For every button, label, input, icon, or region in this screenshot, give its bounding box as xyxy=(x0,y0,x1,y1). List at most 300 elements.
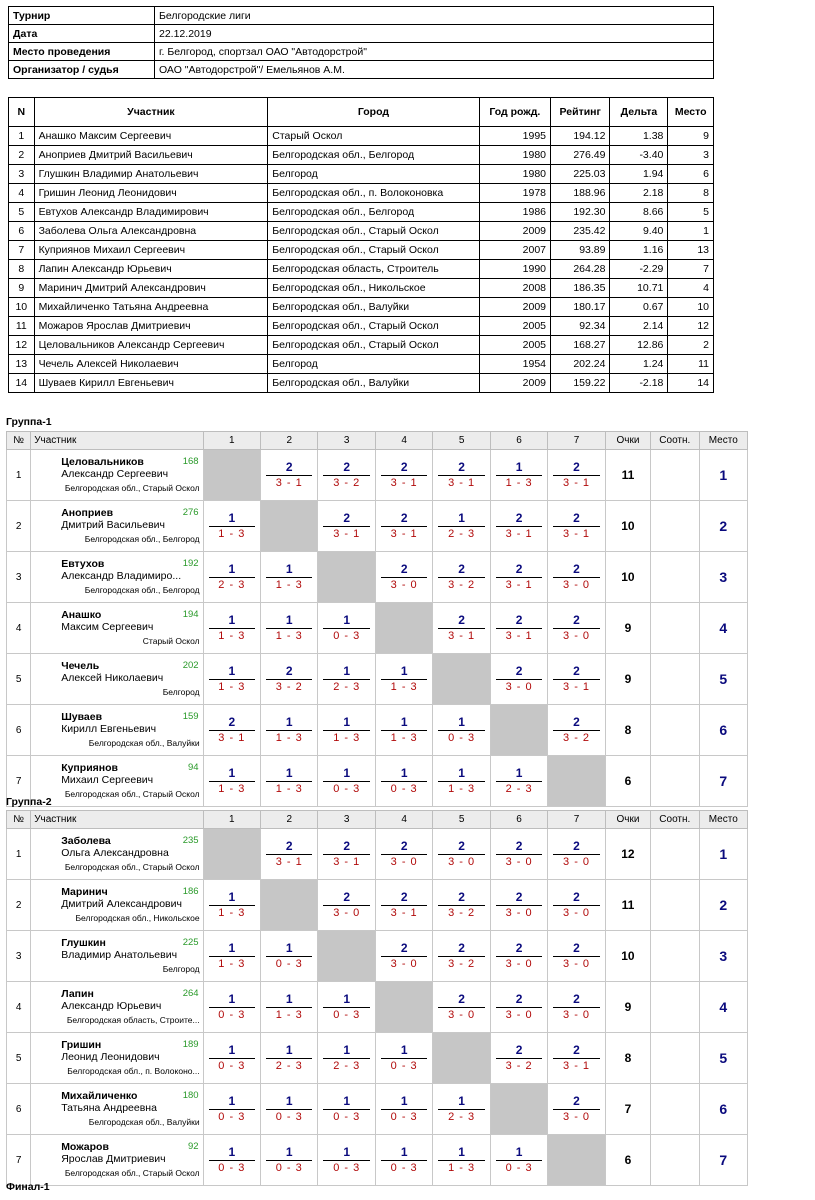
group-row xyxy=(7,501,748,552)
match-result xyxy=(318,654,375,705)
player-rating: 235 xyxy=(182,835,199,846)
match-points: 1 xyxy=(400,664,408,678)
info-row xyxy=(9,25,714,43)
group-row xyxy=(7,705,748,756)
match-result xyxy=(375,756,432,807)
table-cell: Заболева Ольга Александровна xyxy=(34,222,268,241)
ratio xyxy=(651,1084,699,1135)
match-points: 1 xyxy=(400,1145,408,1159)
result-divider xyxy=(209,730,255,731)
player-name: Кирилл Евгеньевич xyxy=(61,723,157,735)
table-cell: 1.94 xyxy=(610,165,668,184)
match-score: 3 - 1 xyxy=(333,856,361,868)
player-surname: Лапин xyxy=(61,988,94,1000)
group-row xyxy=(7,880,748,931)
match-points: 1 xyxy=(228,1094,236,1108)
total-points: 8 xyxy=(605,705,650,756)
match-points: 1 xyxy=(343,1043,351,1057)
match-result xyxy=(318,705,375,756)
result-divider xyxy=(323,905,369,906)
table-cell: 159.22 xyxy=(551,374,610,393)
result-divider xyxy=(496,1058,542,1059)
group-header-cell: № xyxy=(7,811,31,829)
match-points: 2 xyxy=(343,511,351,525)
match-result xyxy=(261,1135,318,1186)
result-divider xyxy=(323,730,369,731)
player-name: Леонид Леонидович xyxy=(61,1051,160,1063)
match-score: 3 - 2 xyxy=(448,579,476,591)
match-points: 2 xyxy=(400,839,408,853)
ratio xyxy=(651,880,699,931)
player-name: Дмитрий Александрович xyxy=(61,898,182,910)
total-points: 9 xyxy=(605,982,650,1033)
match-result xyxy=(548,982,605,1033)
group-header-cell: № xyxy=(7,432,31,450)
total-points: 11 xyxy=(605,450,650,501)
participants-header-cell: N xyxy=(9,98,35,127)
participants-header-cell: Участник xyxy=(34,98,268,127)
table-row xyxy=(9,355,714,374)
table-cell: 1954 xyxy=(479,355,550,374)
result-divider xyxy=(438,956,484,957)
player-cell xyxy=(31,982,203,1033)
match-score: 3 - 1 xyxy=(275,856,303,868)
group-row xyxy=(7,756,748,807)
match-points: 1 xyxy=(228,664,236,678)
match-points: 2 xyxy=(400,562,408,576)
result-divider xyxy=(323,475,369,476)
self-cell xyxy=(490,1084,547,1135)
match-score: 1 - 3 xyxy=(218,958,246,970)
table-cell: 194.12 xyxy=(551,127,610,146)
player-surname: Глушкин xyxy=(61,937,106,949)
table-row xyxy=(9,127,714,146)
table-cell: 1980 xyxy=(479,165,550,184)
match-score: 0 - 3 xyxy=(333,1111,361,1123)
result-divider xyxy=(496,1007,542,1008)
final-place: 3 xyxy=(699,552,748,603)
result-divider xyxy=(209,628,255,629)
match-score: 3 - 0 xyxy=(505,856,533,868)
match-score: 3 - 1 xyxy=(218,732,246,744)
match-score: 2 - 3 xyxy=(448,1111,476,1123)
match-score: 3 - 1 xyxy=(563,477,591,489)
table-cell: 2 xyxy=(9,146,35,165)
info-key: Дата xyxy=(9,25,155,43)
player-cell xyxy=(31,705,203,756)
table-cell: 188.96 xyxy=(551,184,610,203)
table-cell: 4 xyxy=(668,279,714,298)
row-number: 1 xyxy=(7,450,31,501)
match-points: 1 xyxy=(228,562,236,576)
table-row xyxy=(9,222,714,241)
match-points: 1 xyxy=(343,664,351,678)
match-points: 1 xyxy=(228,890,236,904)
participants-header-cell: Год рожд. xyxy=(479,98,550,127)
table-cell: 186.35 xyxy=(551,279,610,298)
result-divider xyxy=(266,577,312,578)
match-points: 2 xyxy=(573,715,580,729)
player-name: Татьяна Андреевна xyxy=(61,1102,157,1114)
result-divider xyxy=(496,1160,542,1161)
final-place: 6 xyxy=(699,1084,748,1135)
match-points: 1 xyxy=(285,613,293,627)
group-header-cell: Соотн. xyxy=(651,811,699,829)
match-result xyxy=(318,880,375,931)
match-points: 1 xyxy=(228,613,236,627)
table-cell: 11 xyxy=(668,355,714,374)
info-row xyxy=(9,61,714,79)
match-result xyxy=(375,450,432,501)
match-score: 3 - 2 xyxy=(448,907,476,919)
player-city: Белгородская обл., Валуйки xyxy=(88,1117,200,1127)
match-score: 1 - 3 xyxy=(390,732,418,744)
row-number: 6 xyxy=(7,705,31,756)
match-result xyxy=(490,654,547,705)
match-result xyxy=(261,931,318,982)
match-result xyxy=(203,1033,260,1084)
ratio xyxy=(651,756,699,807)
match-score: 3 - 0 xyxy=(563,907,591,919)
match-score: 3 - 0 xyxy=(563,579,591,591)
result-divider xyxy=(266,1160,312,1161)
result-divider xyxy=(381,577,427,578)
table-cell: Белгородская обл., Старый Оскол xyxy=(268,336,479,355)
match-result xyxy=(318,501,375,552)
table-cell: 1 xyxy=(9,127,35,146)
table-cell: Лапин Александр Юрьевич xyxy=(34,260,268,279)
match-score: 3 - 0 xyxy=(448,1009,476,1021)
result-divider xyxy=(438,475,484,476)
match-points: 1 xyxy=(515,1145,523,1159)
table-cell: 225.03 xyxy=(551,165,610,184)
match-result xyxy=(375,1135,432,1186)
table-cell: 92.34 xyxy=(551,317,610,336)
result-divider xyxy=(438,905,484,906)
result-divider xyxy=(266,854,312,855)
match-score: 3 - 1 xyxy=(448,630,476,642)
match-score: 2 - 3 xyxy=(218,579,246,591)
match-score: 3 - 1 xyxy=(505,579,533,591)
table-cell: 11 xyxy=(9,317,35,336)
row-number: 4 xyxy=(7,603,31,654)
table-cell: 4 xyxy=(9,184,35,203)
player-rating: 276 xyxy=(182,507,199,518)
ratio xyxy=(651,450,699,501)
player-cell xyxy=(31,829,203,880)
result-divider xyxy=(323,1109,369,1110)
match-points: 2 xyxy=(515,890,523,904)
match-result xyxy=(433,1135,490,1186)
table-row xyxy=(9,146,714,165)
match-points: 2 xyxy=(458,839,465,853)
match-points: 1 xyxy=(458,511,465,525)
row-number: 7 xyxy=(7,1135,31,1186)
match-points: 2 xyxy=(573,992,580,1006)
result-divider xyxy=(266,1109,312,1110)
match-points: 2 xyxy=(458,992,465,1006)
match-result xyxy=(261,603,318,654)
result-divider xyxy=(553,475,599,476)
ratio xyxy=(651,552,699,603)
group-row xyxy=(7,654,748,705)
table-cell: 235.42 xyxy=(551,222,610,241)
match-result xyxy=(490,1033,547,1084)
match-score: 3 - 1 xyxy=(333,528,361,540)
result-divider xyxy=(381,679,427,680)
match-score: 3 - 1 xyxy=(563,528,591,540)
total-points: 10 xyxy=(605,931,650,982)
match-result xyxy=(490,982,547,1033)
result-divider xyxy=(323,854,369,855)
table-cell: Белгородская обл., Старый Оскол xyxy=(268,222,479,241)
match-result xyxy=(261,705,318,756)
match-points: 1 xyxy=(285,1043,293,1057)
table-cell: 276.49 xyxy=(551,146,610,165)
table-cell: 3 xyxy=(668,146,714,165)
match-result xyxy=(203,931,260,982)
player-surname: Аноприев xyxy=(61,507,114,519)
result-divider xyxy=(438,1160,484,1161)
table-row xyxy=(9,165,714,184)
match-score: 3 - 0 xyxy=(563,958,591,970)
table-cell: Белгородская обл., Валуйки xyxy=(268,374,479,393)
total-points: 10 xyxy=(605,552,650,603)
match-score: 0 - 3 xyxy=(505,1162,533,1174)
result-divider xyxy=(209,679,255,680)
match-points: 1 xyxy=(228,992,236,1006)
match-points: 2 xyxy=(515,664,523,678)
match-points: 2 xyxy=(573,613,580,627)
match-score: 1 - 3 xyxy=(275,579,303,591)
table-cell: 12.86 xyxy=(610,336,668,355)
result-divider xyxy=(438,526,484,527)
match-points: 1 xyxy=(285,562,293,576)
tournament-info-table xyxy=(8,6,714,79)
result-divider xyxy=(381,854,427,855)
match-result xyxy=(203,756,260,807)
match-points: 2 xyxy=(458,941,465,955)
result-divider xyxy=(209,781,255,782)
total-points: 9 xyxy=(605,603,650,654)
final-place: 3 xyxy=(699,931,748,982)
match-result xyxy=(433,450,490,501)
match-points: 1 xyxy=(343,1145,351,1159)
match-result xyxy=(490,501,547,552)
table-cell: 10 xyxy=(668,298,714,317)
table-cell: 8 xyxy=(668,184,714,203)
table-cell: 12 xyxy=(9,336,35,355)
match-result xyxy=(318,829,375,880)
table-cell: 192.30 xyxy=(551,203,610,222)
match-result xyxy=(375,705,432,756)
self-cell xyxy=(548,756,605,807)
table-cell: Белгородская обл., Валуйки xyxy=(268,298,479,317)
table-row xyxy=(9,241,714,260)
result-divider xyxy=(381,905,427,906)
info-row xyxy=(9,7,714,25)
match-result xyxy=(375,931,432,982)
row-number: 3 xyxy=(7,552,31,603)
match-score: 0 - 3 xyxy=(275,1111,303,1123)
result-divider xyxy=(209,1109,255,1110)
result-divider xyxy=(266,475,312,476)
result-divider xyxy=(496,679,542,680)
self-cell xyxy=(375,982,432,1033)
table-row xyxy=(9,374,714,393)
group-header-cell: 2 xyxy=(261,432,318,450)
total-points: 6 xyxy=(605,756,650,807)
match-points: 2 xyxy=(573,941,580,955)
group-row xyxy=(7,450,748,501)
table-cell: 1990 xyxy=(479,260,550,279)
match-score: 3 - 2 xyxy=(505,1060,533,1072)
table-cell: -2.18 xyxy=(610,374,668,393)
row-number: 1 xyxy=(7,829,31,880)
result-divider xyxy=(496,475,542,476)
match-score: 2 - 3 xyxy=(333,681,361,693)
table-cell: 2 xyxy=(668,336,714,355)
match-result xyxy=(490,880,547,931)
match-result xyxy=(433,603,490,654)
table-cell: Белгородская обл., Старый Оскол xyxy=(268,241,479,260)
group-1-title: Группа-1 xyxy=(6,416,52,428)
match-score: 0 - 3 xyxy=(390,1162,418,1174)
ratio xyxy=(651,501,699,552)
result-divider xyxy=(438,781,484,782)
table-cell: 1978 xyxy=(479,184,550,203)
table-cell: 2.18 xyxy=(610,184,668,203)
result-divider xyxy=(209,1007,255,1008)
table-cell: 202.24 xyxy=(551,355,610,374)
match-result xyxy=(375,552,432,603)
result-divider xyxy=(553,854,599,855)
total-points: 12 xyxy=(605,829,650,880)
participants-header-cell: Город xyxy=(268,98,479,127)
total-points: 9 xyxy=(605,654,650,705)
player-name: Александр Владимиро... xyxy=(61,570,182,582)
match-result xyxy=(433,1084,490,1135)
match-score: 0 - 3 xyxy=(275,958,303,970)
match-score: 1 - 3 xyxy=(448,1162,476,1174)
result-divider xyxy=(323,1007,369,1008)
table-cell: 264.28 xyxy=(551,260,610,279)
player-surname: Михайличенко xyxy=(61,1090,138,1102)
table-cell: Михайличенко Татьяна Андреевна xyxy=(34,298,268,317)
match-points: 1 xyxy=(285,1094,293,1108)
result-divider xyxy=(381,730,427,731)
match-score: 3 - 1 xyxy=(390,477,418,489)
group-header-cell: 5 xyxy=(433,811,490,829)
match-score: 0 - 3 xyxy=(390,783,418,795)
match-score: 1 - 3 xyxy=(275,630,303,642)
final-place: 5 xyxy=(699,1033,748,1084)
match-points: 2 xyxy=(400,511,408,525)
result-divider xyxy=(553,905,599,906)
result-divider xyxy=(323,1160,369,1161)
table-cell: Шуваев Кирилл Евгеньевич xyxy=(34,374,268,393)
match-points: 1 xyxy=(515,766,523,780)
match-result xyxy=(548,705,605,756)
group-header-cell: 5 xyxy=(433,432,490,450)
player-surname: Можаров xyxy=(61,1141,109,1153)
table-cell: 8.66 xyxy=(610,203,668,222)
table-cell: Белгородская обл., п. Волоконовка xyxy=(268,184,479,203)
match-result xyxy=(490,603,547,654)
match-score: 2 - 3 xyxy=(448,528,476,540)
player-name: Дмитрий Васильевич xyxy=(61,519,165,531)
match-score: 3 - 0 xyxy=(505,681,533,693)
ratio xyxy=(651,603,699,654)
result-divider xyxy=(553,679,599,680)
match-score: 1 - 3 xyxy=(218,630,246,642)
result-divider xyxy=(266,628,312,629)
match-points: 2 xyxy=(228,715,236,729)
match-result xyxy=(433,756,490,807)
table-cell: Белгородская область, Строитель xyxy=(268,260,479,279)
match-score: 3 - 0 xyxy=(390,958,418,970)
result-divider xyxy=(209,577,255,578)
group-header-cell: 7 xyxy=(548,432,605,450)
table-row xyxy=(9,298,714,317)
match-result xyxy=(490,1135,547,1186)
match-points: 1 xyxy=(515,460,523,474)
result-divider xyxy=(381,475,427,476)
row-number: 6 xyxy=(7,1084,31,1135)
table-cell: 3 xyxy=(9,165,35,184)
match-result xyxy=(433,552,490,603)
participants-header-cell: Рейтинг xyxy=(551,98,610,127)
match-result xyxy=(261,829,318,880)
result-divider xyxy=(496,781,542,782)
result-divider xyxy=(496,956,542,957)
total-points: 10 xyxy=(605,501,650,552)
match-result xyxy=(318,982,375,1033)
group-header-cell: Место xyxy=(699,811,748,829)
result-divider xyxy=(438,577,484,578)
player-rating: 186 xyxy=(182,886,199,897)
table-cell: 2.14 xyxy=(610,317,668,336)
player-city: Белгородская обл., Белгород xyxy=(84,534,200,544)
player-name: Михаил Сергеевич xyxy=(61,774,154,786)
table-cell: 9.40 xyxy=(610,222,668,241)
match-score: 3 - 0 xyxy=(505,907,533,919)
match-points: 2 xyxy=(573,460,580,474)
match-result xyxy=(490,756,547,807)
player-city: Белгород xyxy=(162,687,200,697)
result-divider xyxy=(496,526,542,527)
table-cell: 10 xyxy=(9,298,35,317)
player-surname: Маринич xyxy=(61,886,108,898)
player-city: Белгородская обл., Никольское xyxy=(75,913,200,923)
player-name: Максим Сергеевич xyxy=(61,621,154,633)
info-value: ОАО "Автодорстрой"/ Емельянов А.М. xyxy=(155,61,714,79)
final-place: 7 xyxy=(699,756,748,807)
match-score: 0 - 3 xyxy=(333,1162,361,1174)
result-divider xyxy=(381,526,427,527)
result-divider xyxy=(323,1058,369,1059)
row-number: 5 xyxy=(7,654,31,705)
match-result xyxy=(203,1084,260,1135)
match-score: 0 - 3 xyxy=(333,1009,361,1021)
player-cell xyxy=(31,931,203,982)
table-cell: Аноприев Дмитрий Васильевич xyxy=(34,146,268,165)
player-city: Белгородская обл., Старый Оскол xyxy=(64,862,200,872)
match-points: 1 xyxy=(228,1043,236,1057)
match-score: 3 - 0 xyxy=(563,1111,591,1123)
info-value: г. Белгород, спортзал ОАО "Автодорстрой" xyxy=(155,43,714,61)
match-result xyxy=(433,982,490,1033)
